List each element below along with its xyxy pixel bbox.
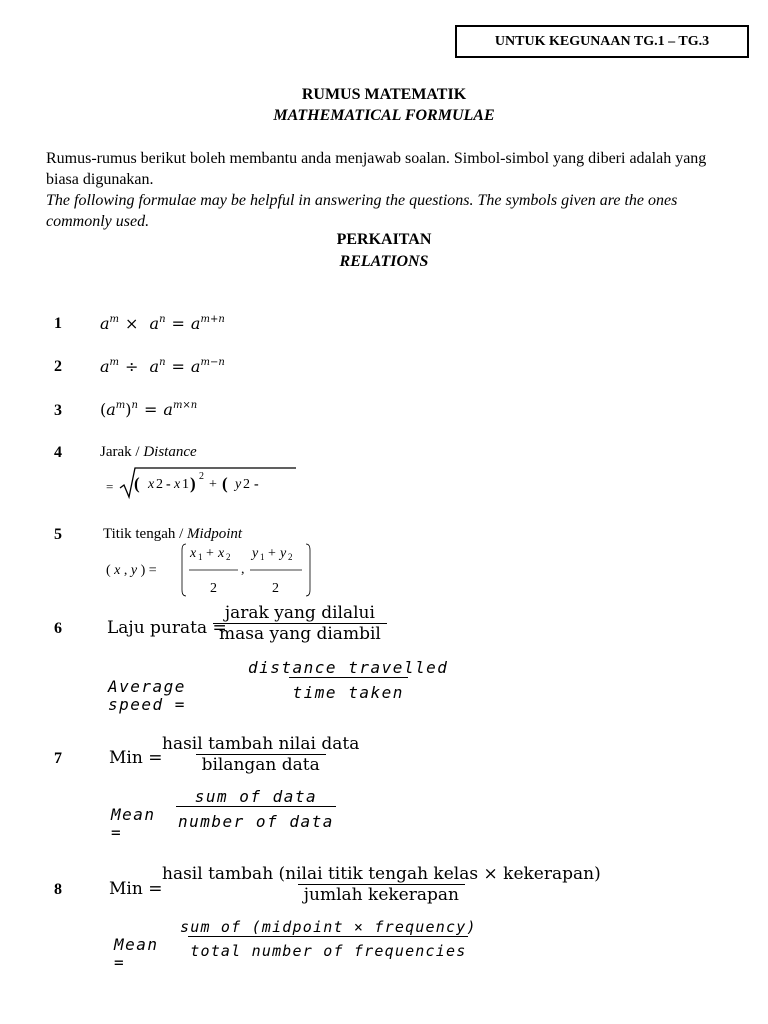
midpoint-expression bbox=[104, 540, 324, 600]
svg-text:+: + bbox=[206, 546, 214, 561]
formula-number-2: 2 bbox=[54, 358, 62, 375]
denominator: number of data bbox=[176, 806, 336, 831]
svg-text:-: - bbox=[166, 477, 171, 492]
lhs-line-2: speed = bbox=[108, 695, 186, 714]
svg-text:+: + bbox=[209, 477, 217, 492]
formula-1: $a^m \times a^n = a^{m+n}$ bbox=[100, 314, 225, 333]
formula-5-label: Titik tengah / Midpoint bbox=[103, 526, 243, 542]
page-subtitle: MATHEMATICAL FORMULAE bbox=[273, 107, 495, 124]
svg-text:): ) bbox=[190, 474, 196, 493]
svg-text:2: 2 bbox=[243, 477, 250, 492]
formula-4-distance bbox=[104, 466, 304, 502]
denominator: total number of frequencies bbox=[188, 936, 468, 960]
page-title: RUMUS MATEMATIK bbox=[301, 86, 467, 103]
svg-text:+: + bbox=[268, 546, 276, 561]
denominator: jumlah kekerapan bbox=[298, 884, 465, 905]
svg-text:2: 2 bbox=[210, 581, 217, 596]
denominator: bilangan data bbox=[196, 754, 326, 775]
formula-6-lhs-ms: Laju purata = bbox=[107, 618, 227, 638]
numerator: sum of data bbox=[194, 787, 318, 806]
formula-number-3: 3 bbox=[54, 402, 62, 419]
numerator: hasil tambah (nilai titik tengah kelas × kekerapan) bbox=[162, 864, 601, 884]
formula-8-fraction-en bbox=[178, 918, 479, 960]
square-root-sign bbox=[104, 466, 304, 502]
svg-text:-: - bbox=[254, 477, 259, 492]
svg-text:y: y bbox=[280, 546, 287, 561]
svg-text:2: 2 bbox=[156, 477, 163, 492]
svg-text:y: y bbox=[235, 477, 242, 492]
formula-7-lhs-en bbox=[111, 806, 156, 842]
svg-text:2: 2 bbox=[226, 552, 231, 562]
section-subtitle: RELATIONS bbox=[339, 253, 429, 270]
formula-7-fraction-ms bbox=[160, 734, 361, 775]
lhs-line-1: Average bbox=[108, 677, 186, 696]
numerator: sum of (midpoint × frequency) bbox=[180, 918, 477, 936]
formula-number-1: 1 bbox=[54, 315, 62, 332]
usage-label-box bbox=[455, 25, 749, 58]
lhs-line-1: Mean bbox=[111, 805, 156, 824]
svg-text:1: 1 bbox=[260, 552, 265, 562]
formula-7-lhs-ms: Min = bbox=[109, 748, 163, 768]
formula-3: $(a^m)^n = a^{m\times n}$ bbox=[100, 400, 198, 419]
formula-6-lhs-en bbox=[108, 678, 186, 714]
formula-number-7: 7 bbox=[54, 750, 62, 767]
svg-text:(: ( bbox=[222, 474, 228, 493]
lhs-line-2: = bbox=[114, 953, 126, 972]
svg-text:x: x bbox=[148, 477, 155, 492]
formula-8-fraction-ms bbox=[160, 864, 603, 905]
formula-number-5: 5 bbox=[54, 526, 62, 543]
formula-8-lhs-ms: Min = bbox=[109, 879, 163, 899]
numerator: jarak yang dilalui bbox=[224, 603, 375, 623]
svg-text:1: 1 bbox=[182, 477, 189, 492]
svg-text:=: = bbox=[106, 479, 114, 494]
svg-text:x: x bbox=[174, 477, 181, 492]
svg-text:y: y bbox=[252, 546, 259, 561]
lhs-line-2: = bbox=[111, 823, 123, 842]
formula-6-fraction-en bbox=[246, 658, 450, 702]
svg-text:x: x bbox=[218, 546, 225, 561]
formula-6-fraction-ms bbox=[213, 603, 387, 644]
formula-2: $a^m \div a^n = a^{m-n}$ bbox=[100, 357, 225, 376]
formula-7-fraction-en bbox=[176, 787, 336, 831]
denominator: time taken bbox=[289, 677, 408, 702]
formula-number-4: 4 bbox=[54, 444, 62, 461]
numerator: distance travelled bbox=[248, 658, 449, 677]
formula-8-lhs-en bbox=[114, 936, 159, 972]
svg-text:( x , y ) =: ( x , y ) = bbox=[106, 563, 157, 578]
svg-text:1: 1 bbox=[198, 552, 203, 562]
intro-english: The following formulae may be helpful in answering the questions. The symbols given are the ones commonly used. bbox=[46, 192, 678, 230]
formula-4-label: Jarak / Distance bbox=[100, 444, 197, 460]
usage-label: UNTUK KEGUNAAN TG.1 – TG.3 bbox=[494, 33, 710, 49]
lhs-line-1: Mean bbox=[114, 935, 159, 954]
formula-5-midpoint bbox=[104, 540, 324, 600]
svg-text:(: ( bbox=[134, 474, 140, 493]
svg-text:,: , bbox=[241, 562, 245, 577]
svg-text:2: 2 bbox=[199, 471, 204, 482]
denominator: masa yang diambil bbox=[213, 623, 387, 644]
svg-text:x: x bbox=[190, 546, 197, 561]
formula-number-6: 6 bbox=[54, 620, 62, 637]
numerator: hasil tambah nilai data bbox=[162, 734, 360, 754]
intro-malay: Rumus-rumus berikut boleh membantu anda menjawab soalan. Simbol-simbol yang diberi adalah yang biasa digunakan. bbox=[46, 150, 707, 188]
section-title: PERKAITAN bbox=[336, 231, 432, 248]
svg-text:2: 2 bbox=[288, 552, 293, 562]
svg-text:2: 2 bbox=[272, 581, 279, 596]
formula-number-8: 8 bbox=[54, 881, 62, 898]
